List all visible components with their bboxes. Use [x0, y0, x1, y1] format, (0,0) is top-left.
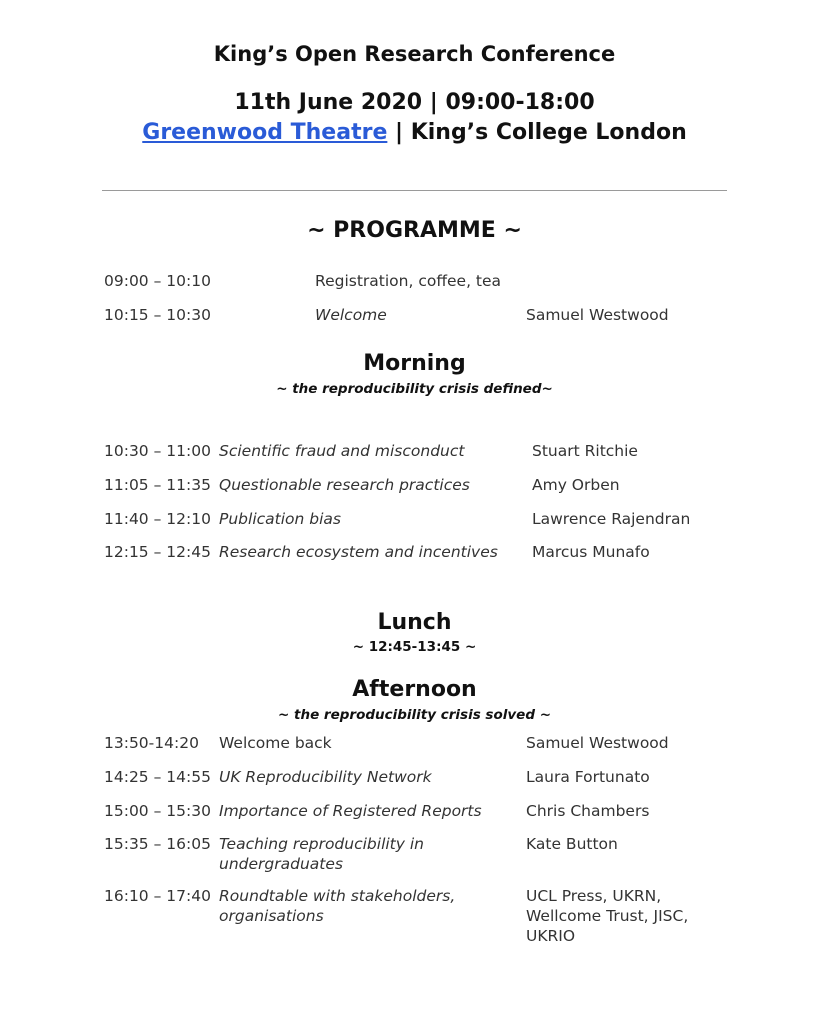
schedule-title: Questionable research practices [219, 476, 470, 494]
schedule-title: Teaching reproducibility in undergraduates [219, 835, 424, 873]
schedule-time: 09:00 – 10:10 [104, 272, 211, 290]
schedule-time: 10:15 – 10:30 [104, 306, 211, 324]
schedule-speaker: Amy Orben [532, 476, 620, 494]
schedule-title: Welcome [315, 306, 387, 324]
schedule-title: Welcome back [219, 734, 332, 752]
schedule-time: 14:25 – 14:55 [104, 768, 211, 786]
schedule-title: Importance of Registered Reports [219, 802, 482, 820]
schedule-time: 11:40 – 12:10 [104, 510, 211, 528]
schedule-title: Publication bias [219, 510, 341, 528]
schedule-title: Registration, coffee, tea [315, 272, 502, 290]
afternoon-heading: Afternoon [352, 677, 477, 702]
venue-institution: | King’s College London [387, 120, 687, 145]
schedule-time: 15:00 – 15:30 [104, 802, 211, 820]
conference-title: King’s Open Research Conference [213, 42, 616, 66]
schedule-speaker: Marcus Munafo [532, 543, 650, 561]
morning-subtitle: ~ the reproducibility crisis defined~ [276, 381, 553, 397]
schedule-title: Roundtable with stakeholders, organisations [219, 887, 456, 925]
schedule-speaker: Chris Chambers [526, 802, 650, 820]
afternoon-subtitle: ~ the reproducibility crisis solved ~ [278, 707, 551, 723]
schedule-speaker: Kate Button [526, 835, 618, 853]
venue-link[interactable]: Greenwood Theatre [142, 120, 388, 145]
schedule-speaker: Lawrence Rajendran [532, 510, 691, 528]
date-time-line: 11th June 2020 | 09:00-18:00 [234, 90, 595, 115]
schedule-title: Scientific fraud and misconduct [219, 442, 465, 460]
lunch-time: ~ 12:45-13:45 ~ [352, 639, 477, 655]
schedule-speaker: Samuel Westwood [526, 734, 669, 752]
schedule-speaker: Samuel Westwood [526, 306, 669, 324]
venue-line [0, 120, 829, 145]
lunch-heading: Lunch [377, 610, 452, 635]
schedule-time: 13:50-14:20 [104, 734, 199, 752]
schedule-time: 12:15 – 12:45 [104, 543, 211, 561]
schedule-speaker: Laura Fortunato [526, 768, 650, 786]
schedule-time: 15:35 – 16:05 [104, 835, 211, 853]
programme-heading: ~ PROGRAMME ~ [307, 218, 522, 243]
schedule-time: 10:30 – 11:00 [104, 442, 211, 460]
schedule-speaker: Stuart Ritchie [532, 442, 638, 460]
morning-heading: Morning [363, 351, 466, 376]
schedule-speaker: UCL Press, UKRN, Wellcome Trust, JISC, UKRIO [526, 887, 689, 945]
divider [102, 190, 727, 191]
schedule-time: 16:10 – 17:40 [104, 887, 211, 905]
schedule-title: UK Reproducibility Network [219, 768, 432, 786]
schedule-title: Research ecosystem and incentives [219, 543, 498, 561]
schedule-time: 11:05 – 11:35 [104, 476, 211, 494]
